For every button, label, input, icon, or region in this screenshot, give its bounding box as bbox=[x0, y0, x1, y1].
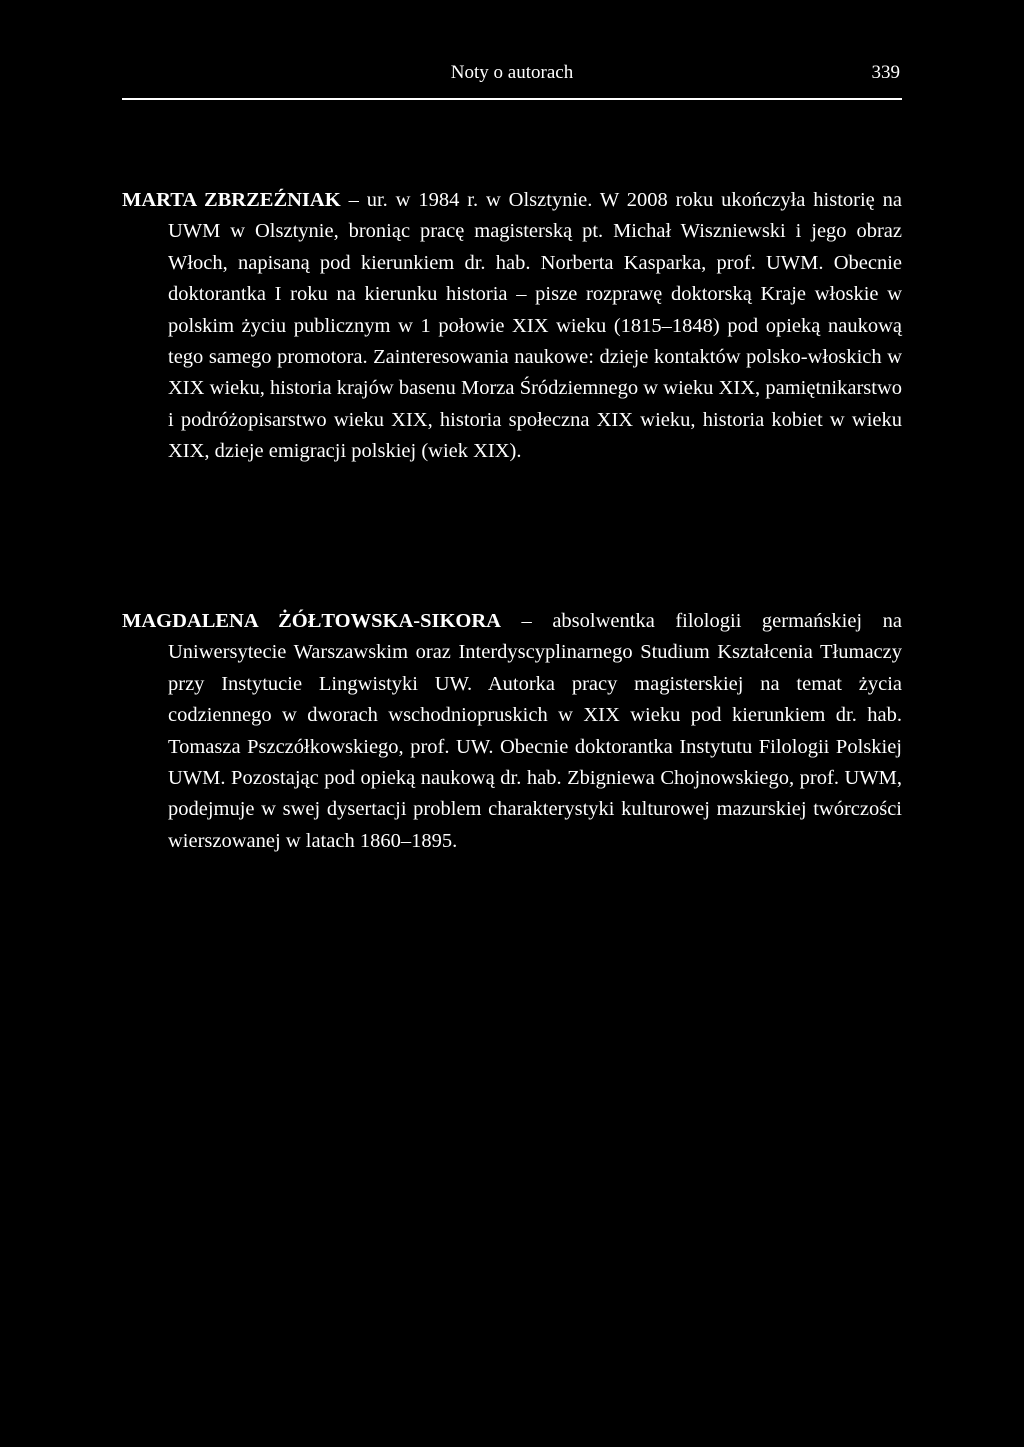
running-title: Noty o autorach bbox=[450, 62, 574, 83]
header-rule bbox=[122, 98, 902, 100]
author-bio: – absolwentka filologii germańskiej na Uniwersytecie Warszawskim oraz Interdyscyplinarnego Studium Kształcenia Tłumaczy przy Instytucie Lingwistyki UW. Autorka pracy magisterskiej na temat życia codziennego w dworach wschodniopruskich w XIX wieku pod kierunkiem dr. hab. Tomasza Pszczółkowskiego, prof. UW. Obecnie doktorantka Instytutu Filologii Polskiej UWM. Pozostając pod opieką naukową dr. hab. Zbigniewa Chojnowskiego, prof. UWM, podejmuje w swej dysertacji problem charakterystyki kulturowej mazurskiej twórczości wierszowanej w latach 1860–1895. bbox=[168, 610, 903, 852]
author-bio: – ur. w 1984 r. w Olsztynie. W 2008 roku ukończyła historię na UWM w Olsztynie, broniąc pracę magisterską pt. Michał Wiszniewski i jego obraz Włoch, napisaną pod kierunkiem dr. hab. Norberta Kasparka, prof. UWM. Obecnie doktorantka I roku na kierunku historia – pisze rozprawę doktorską Kraje włoskie w polskim życiu publicznym w 1 połowie XIX wieku (1815–1848) pod opieką naukową tego samego promotora. Zainteresowania naukowe: dzieje kontaktów polsko-włoskich w XIX wieku, historia krajów basenu Morza Śródziemnego w wieku XIX, pamiętnikarstwo i podróżopisarstwo wieku XIX, historia społeczna XIX wieku, historia kobiet w wieku XIX, dzieje emigracji polskiej (wiek XIX). bbox=[168, 189, 903, 463]
author-note-entry bbox=[122, 185, 903, 468]
running-head bbox=[122, 62, 902, 86]
page-number: 339 bbox=[871, 62, 900, 83]
author-name: MAGDALENA ŻÓŁTOWSKA-SIKORA bbox=[122, 610, 501, 632]
author-name: MARTA ZBRZEŹNIAK bbox=[122, 189, 341, 211]
author-note-entry bbox=[122, 606, 903, 857]
